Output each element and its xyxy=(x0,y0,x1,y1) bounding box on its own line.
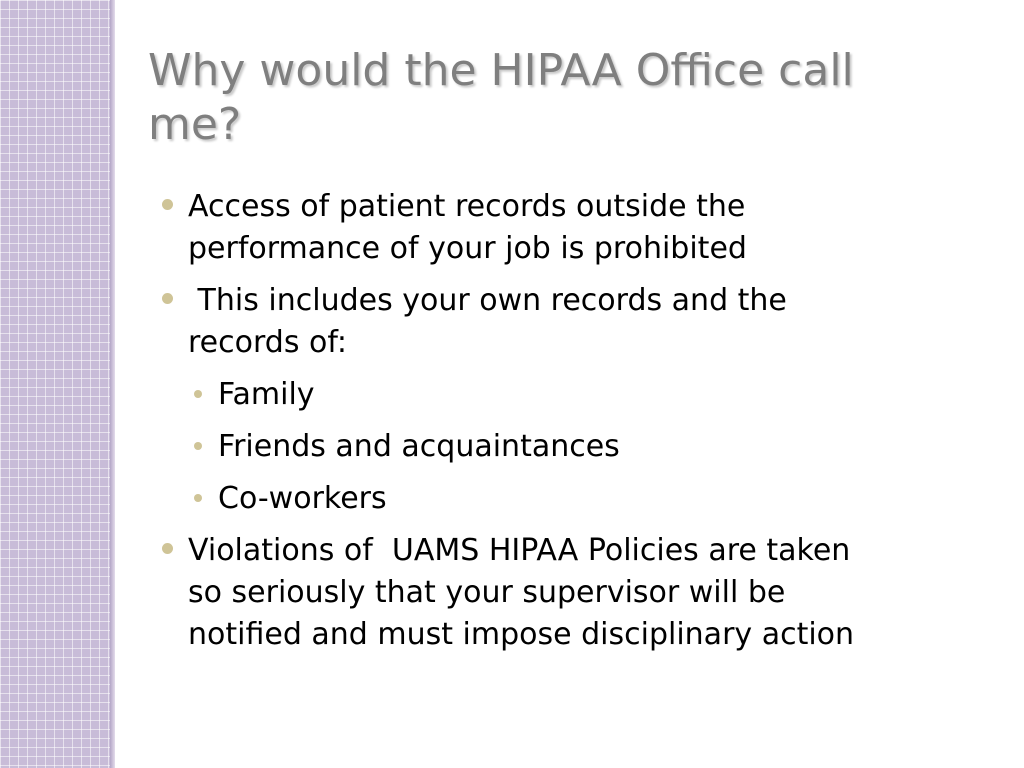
bullet-item xyxy=(160,280,860,364)
bullet-dot-icon xyxy=(194,494,202,502)
bullet-dot-icon xyxy=(162,543,173,554)
bullet-text: Access of patient records outside the performance of your job is prohibited xyxy=(188,189,747,266)
bullet-dot-icon xyxy=(162,199,173,210)
decorative-side-band xyxy=(0,0,110,768)
bullet-dot-icon xyxy=(162,293,173,304)
bullet-dot-icon xyxy=(194,390,202,398)
bullet-text: Friends and acquaintances xyxy=(218,429,620,464)
bullet-text: Violations of UAMS HIPAA Policies are taken so seriously that your supervisor will be notified and must impose disciplinary action xyxy=(188,533,860,652)
bullet-item xyxy=(160,530,860,656)
bullet-text: This includes your own records and the records of: xyxy=(188,283,797,360)
side-band-edge xyxy=(110,0,115,768)
sub-bullet-item xyxy=(190,478,860,520)
bullet-dot-icon xyxy=(194,442,202,450)
bullet-text: Co-workers xyxy=(218,481,387,516)
sub-bullet-item xyxy=(190,426,860,468)
bullet-text: Family xyxy=(218,377,315,412)
sub-bullet-item xyxy=(190,374,860,416)
slide-content xyxy=(160,186,860,666)
slide-title: Why would the HIPAA Office call me? xyxy=(148,45,854,150)
bullet-item xyxy=(160,186,860,270)
